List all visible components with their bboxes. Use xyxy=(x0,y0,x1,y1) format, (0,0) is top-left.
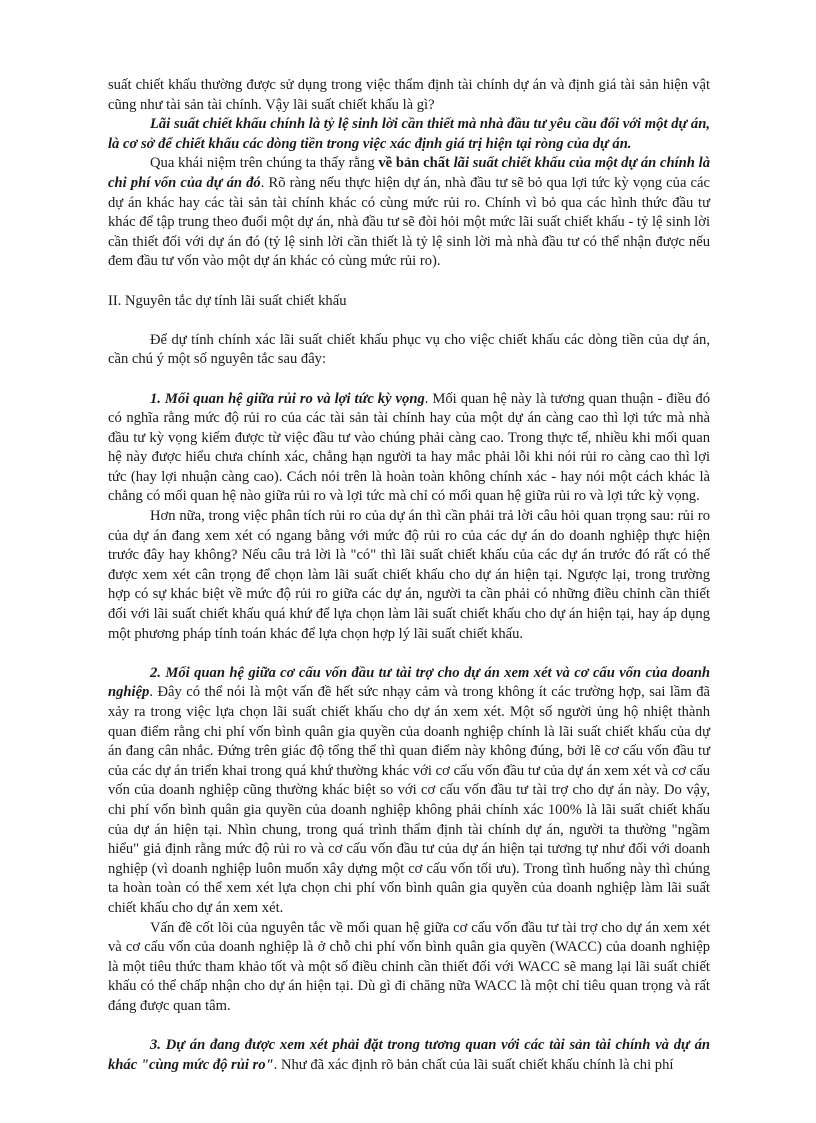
principle-2-title: 2. Mối quan hệ giữa cơ cấu vốn đầu tư tài trợ cho dự án xem xét và cơ cấu vốn của doanh nghiệp xyxy=(108,664,710,701)
paragraph-risk-analysis: Hơn nữa, trong việc phân tích rủi ro của dự án thì cần phải trả lời câu hỏi quan trọng sau: rủi ro của dự án đang xem xét có ngang bằng với mức độ rủi ro của các dự án do doanh nghiệp thực hiện trước đây hay không? Nếu câu trả lời là "có" thì lãi suất chiết khấu của các dự án trước đó rất có thể được xem xét cân trọng để chọn làm lãi suất chiết khấu cho dự án hiện tại. Ngược lại, trong trường hợp có sự khác biệt về mức độ rủi ro giữa các dự án, người ta cần phải có những điều chỉnh cần thiết đối với lãi suất chiết khấu quá khứ để lựa chọn làm lãi suất chiết khấu cho dự án hiện tại, hay áp dụng một phương pháp tính toán khác để lựa chọn hợp lý lãi suất chiết khấu. xyxy=(108,508,710,642)
essence-lead: Qua khái niệm trên chúng ta thấy rằng xyxy=(150,155,379,172)
essence-bold: về bản chất xyxy=(378,155,454,172)
text-column xyxy=(108,76,710,1075)
paragraph-intro: suất chiết khấu thường được sử dụng trong việc thẩm định tài chính dự án và định giá tài sản hiện vật cũng như tài sản tài chính. Vậy lãi suất chiết khấu là gì? xyxy=(108,77,710,113)
principle-1-paragraph xyxy=(108,390,710,508)
paragraph-principles-intro: Để dự tính chính xác lãi suất chiết khấu phục vụ cho việc chiết khấu các dòng tiền của dự án, cần chú ý một số nguyên tắc sau đây: xyxy=(108,331,710,368)
principle-3-title: 3. Dự án đang được xem xét phải đặt trong tương quan với các tài sản tài chính và dự án khác "cùng mức độ rủi ro" xyxy=(108,1037,710,1073)
principle-2-body: . Đây có thể nói là một vấn đề hết sức nhạy cảm và trong không ít các trường hợp, sai lầm đã xảy ra trong việc lựa chọn lãi suất chiết khấu cho dự án xem xét. Một số người ủng hộ nhiệt thành quan điểm rằng chi phí vốn bình quân gia quyền của doanh nghiệp chính là lãi suất chiết khấu của dự án đang cân nhắc. Đứng trên giác độ tổng thể thì quan điểm này không đúng, bởi lẽ cơ cấu vốn đầu tư của các dự án triển khai trong quá khứ thường khác với cơ cấu vốn đầu tư của dự án xem xét và cơ cấu vốn của doanh nghiệp cũng thường khác biệt so với cơ cấu vốn đầu tư tài trợ cho dự án này. Do vậy, chi phí vốn bình quân gia quyền của doanh nghiệp không phải chính xác 100% là lãi suất chiết khấu của dự án hiện tại. Nhìn chung, trong quá trình thẩm định tài chính dự án, người ta thường "ngầm hiểu" giả định rằng mức độ rủi ro và cơ cấu vốn đầu tư của dự án hiện tại tương tự như đối với doanh nghiệp (vì doanh nghiệp luôn muốn xây dựng một cơ cấu vốn tối ưu). Trong tình huống này thì chúng ta hoàn toàn có thể xem xét lựa chọn chi phí vốn bình quân gia quyền của doanh nghiệp làm lãi suất chiết khấu cho dự án xem xét. xyxy=(108,684,710,916)
essence-bold-italic: lãi suất chiết khấu của một dự án chính là chi phí vốn của dự án đó xyxy=(108,155,710,191)
principle-3-body: . Như đã xác định rõ bản chất của lãi suất chiết khấu chính là chi phí xyxy=(273,1056,674,1073)
paragraph-essence xyxy=(108,154,710,272)
definition-paragraph: Lãi suất chiết khấu chính là tỷ lệ sinh lời cần thiết mà nhà đầu tư yêu cầu đối với một dự án, là cơ sở để chiết khấu các dòng tiền trong việc xác định giá trị hiện tại ròng của dự án. xyxy=(108,116,710,152)
principle-2-paragraph xyxy=(108,664,710,919)
principle-1-body: . Mối quan hệ này là tương quan thuận - điều đó có nghĩa rằng mức độ rủi ro của các tài sản tài chính hay của một dự án càng cao thì lợi tức mà nhà đầu tư kỳ vọng kiếm được từ việc đầu tư vào chúng phải càng cao. Trong thực tế, nhiều khi mối quan hệ này được hiểu chưa chính xác, chẳng hạn người ta hay mắc phải lỗi khi nói rủi ro càng cao thì lợi tức (hay lợi nhuận càng cao). Cách nói trên là hoàn toàn không chính xác - hay nói một cách khác là chẳng có mối quan hệ nào giữa rủi ro và lợi tức mà chỉ có mối quan hệ giữa rủi ro và lợi tức kỳ vọng. xyxy=(108,390,710,505)
principle-1-title: 1. Mối quan hệ giữa rủi ro và lợi tức kỳ vọng xyxy=(150,390,425,407)
section-heading: II. Nguyên tắc dự tính lãi suất chiết khấu xyxy=(108,292,347,309)
essence-rest: . Rõ ràng nếu thực hiện dự án, nhà đầu tư sẽ bỏ qua lợi tức kỳ vọng của các dự án khác hay các tài sản tài chính khác có cùng mức rủi ro. Chính vì bỏ qua các hình thức đầu tư khác để tập trung theo đuổi một dự án, nhà đầu tư sẽ đòi hỏi một mức lãi suất chiết khấu - tỷ lệ sinh lời cần thiết đối với dự án đó (tỷ lệ sinh lời cần thiết là tỷ lệ sinh lời mà nhà đầu tư có thể nhận được nếu đem đầu tư vốn vào một dự án khác có cùng mức rủi ro). xyxy=(108,174,710,270)
principle-3-paragraph xyxy=(108,1036,710,1075)
paragraph-wacc: Vấn đề cốt lõi của nguyên tắc về mối quan hệ giữa cơ cấu vốn đầu tư tài trợ cho dự án xem xét và cơ cấu vốn của doanh nghiệp là ở chỗ chi phí vốn bình quân gia quyền (WACC) của doanh nghiệp là một tiêu thức tham khảo tốt và một số điều chỉnh cần thiết đối với WACC sẽ mang lại lãi suất chiết khấu có thể chấp nhận cho dự án hiện tại. Dù gì đi chăng nữa WACC là một chỉ tiêu quan trọng và rất đáng được quan tâm. xyxy=(108,919,710,1014)
